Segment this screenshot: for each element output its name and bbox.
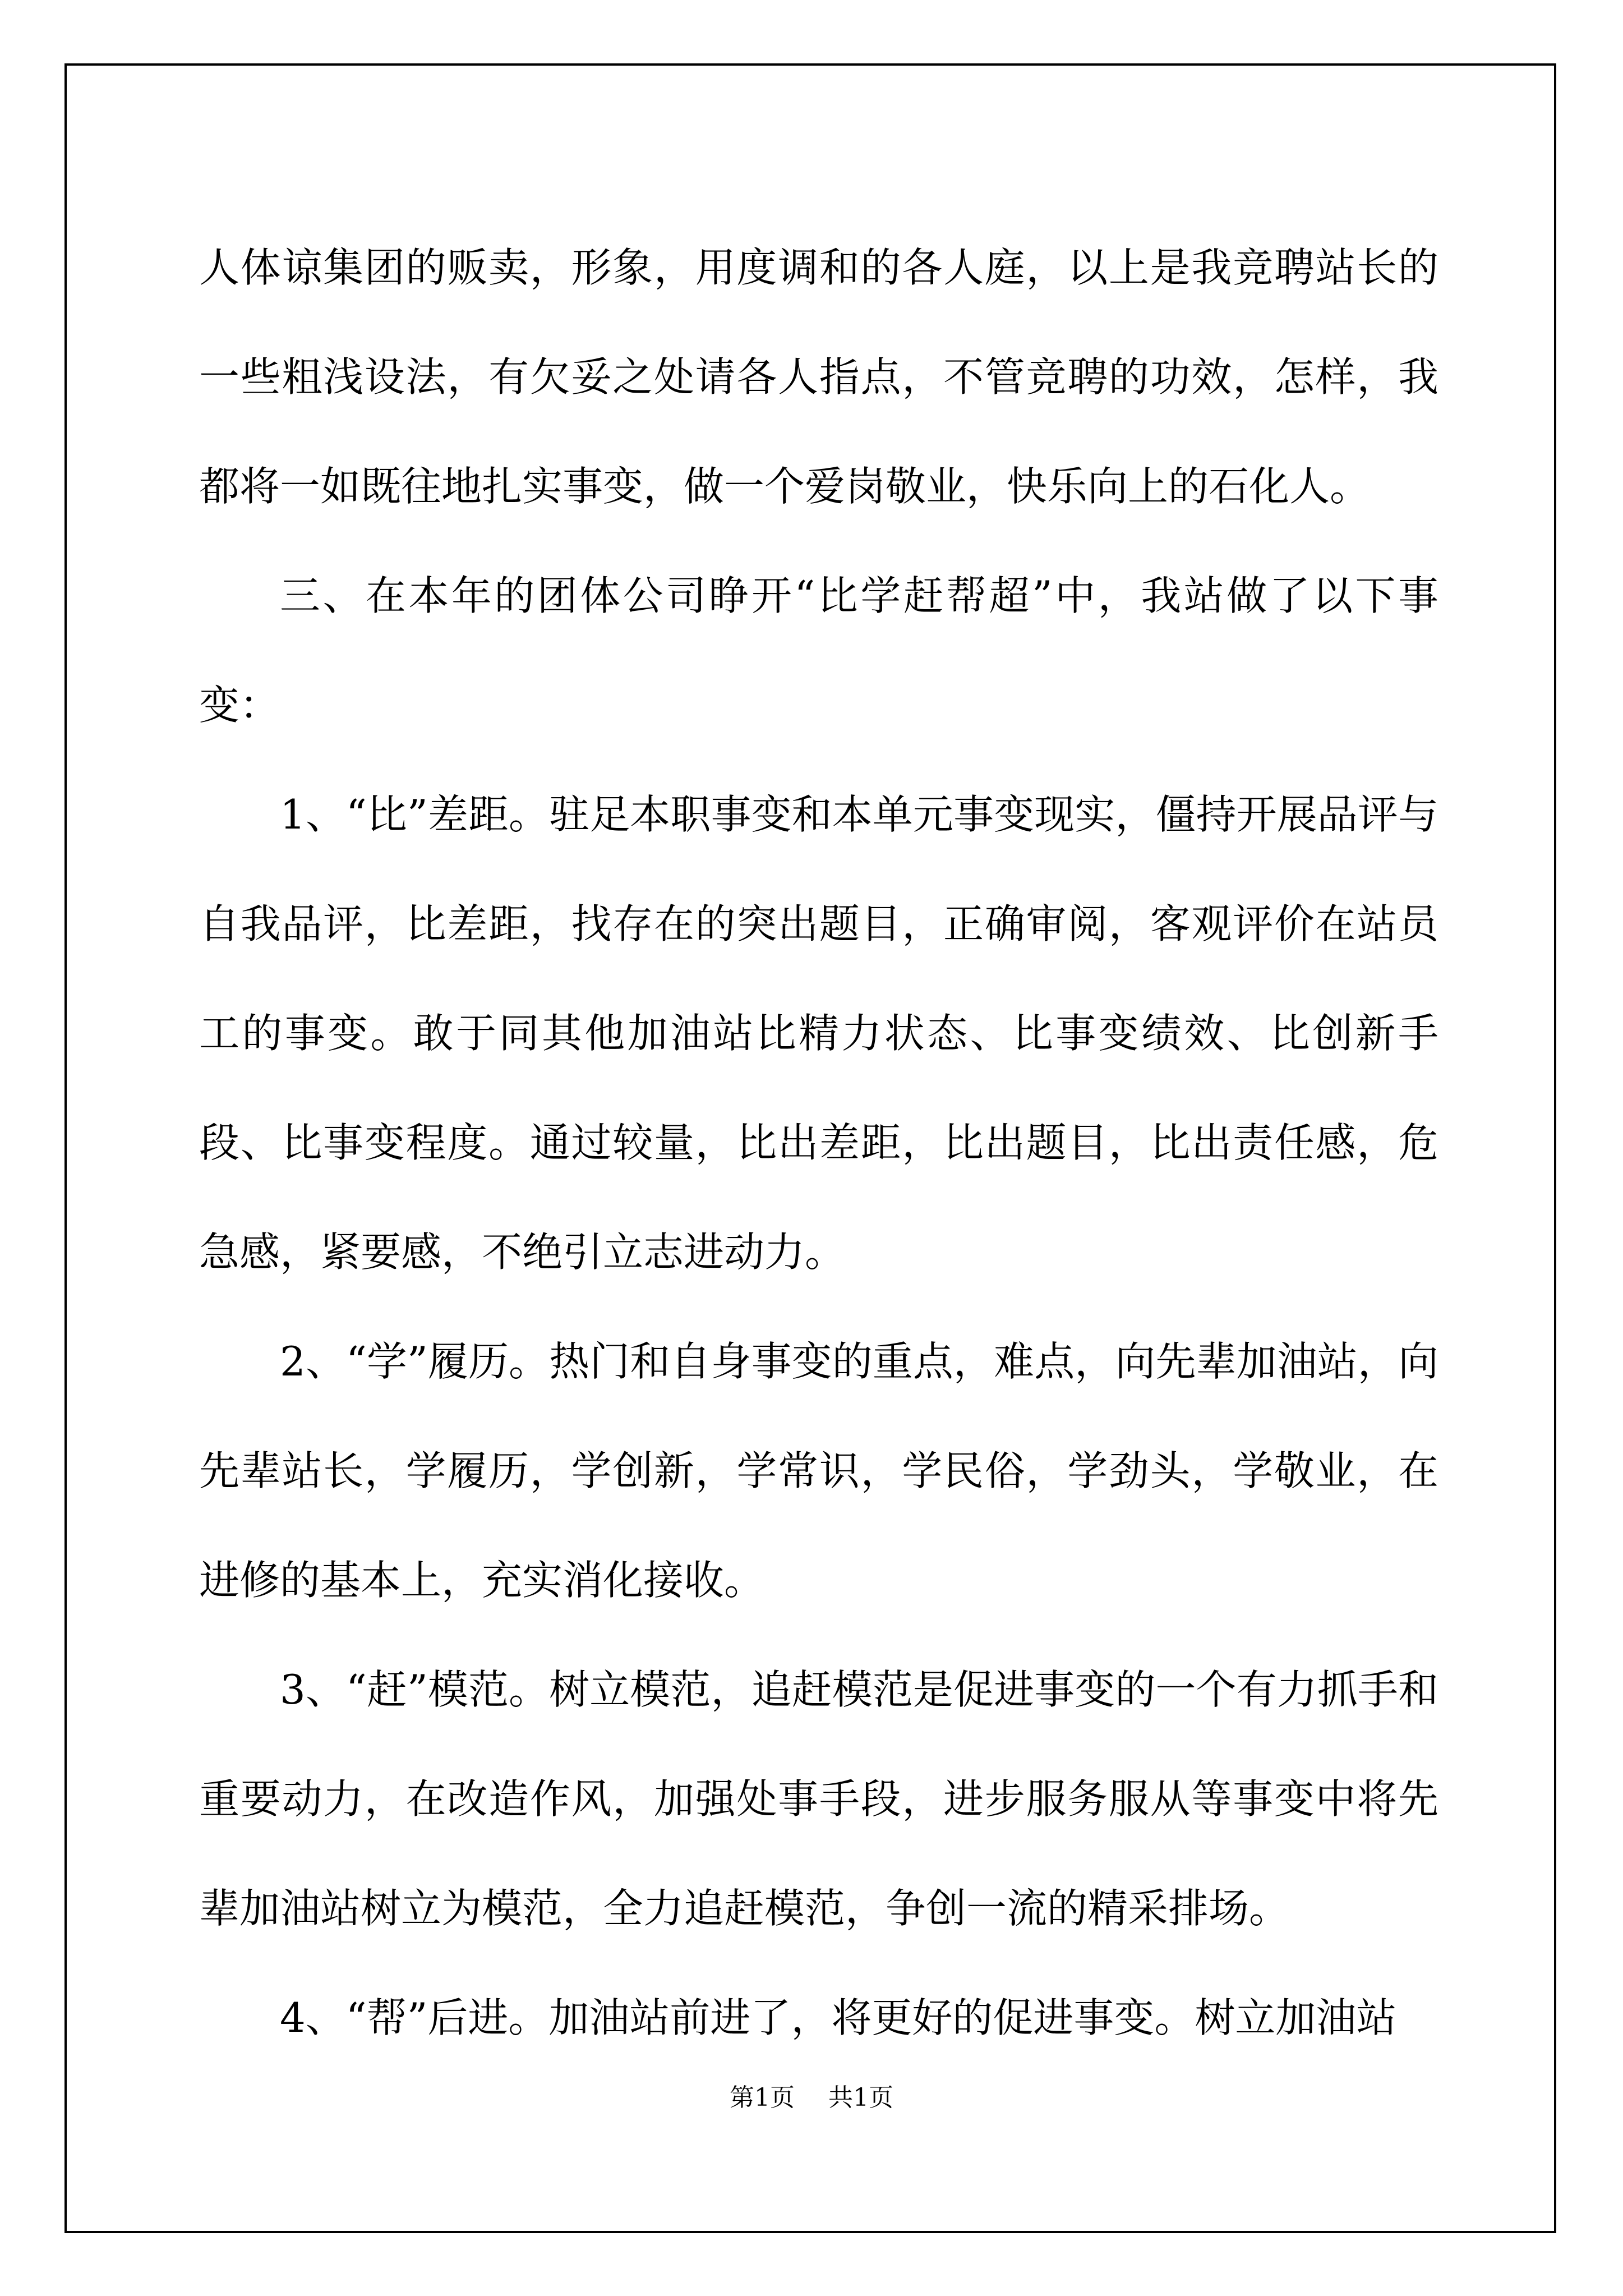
paragraph-3: 1、“比”差距。驻足本职事变和本单元事变现实，僵持开展品评与自我品评，比差距，找存在的突出题目，正确审阅，客观评价在站员工的事变。敢于同其他加油站比精力状态、比事变绩效、比创新手段、比事变程度。通过较量，比出差距，比出题目，比出责任感，危急感，紧要感，不绝引立志进动力。 xyxy=(199,791,1438,1276)
paragraph-2: 三、在本年的团体公司睁开“比学赶帮超”中，我站做了以下事变： xyxy=(199,572,1438,729)
page-total: 共1页 xyxy=(828,2083,893,2112)
paragraph-1: 人体谅集团的贩卖，形象，用度调和的各人庭，以上是我竞聘站长的一些粗浅设法，有欠妥之处请各人指点，不管竞聘的功效，怎样，我都将一如既往地扎实事变，做一个爱岗敬业，快乐向上的石化人。 xyxy=(199,244,1438,510)
paragraph-5: 3、“赶”模范。树立模范，追赶模范是促进事变的一个有力抓手和重要动力，在改造作风，加强处事手段，进步服务服从等事变中将先辈加油站树立为模范，全力追赶模范，争创一流的精采排场。 xyxy=(199,1666,1438,1932)
document-body xyxy=(199,213,1438,2073)
paragraph-6: 4、“帮”后进。加油站前进了，将更好的促进事变。树立加油站 xyxy=(280,1994,1397,2041)
paragraph-4: 2、“学”履历。热门和自身事变的重点，难点，向先辈加油站，向先辈站长，学履历，学创新，学常识，学民俗，学劲头，学敬业，在进修的基本上，充实消化接收。 xyxy=(199,1338,1438,1604)
page-number: 第1页 xyxy=(730,2083,795,2112)
page-footer xyxy=(0,2081,1623,2115)
